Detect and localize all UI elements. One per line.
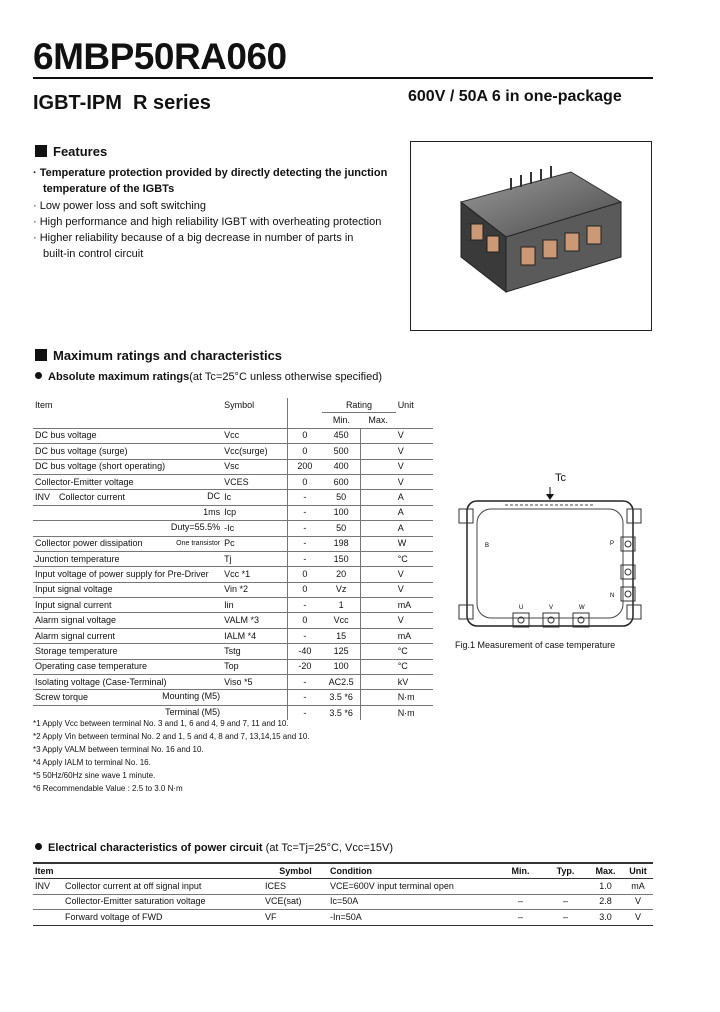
- unit-cell: V: [396, 474, 433, 489]
- col-unit: Unit: [623, 863, 653, 879]
- table-row: [33, 490, 433, 505]
- min-cell: -20: [287, 659, 322, 674]
- note-line: *5 50Hz/60Hz sine wave 1 minute.: [33, 770, 156, 780]
- note-line: *3 Apply VALM between terminal No. 16 and 10.: [33, 744, 204, 754]
- table-row: [33, 910, 653, 925]
- title-rule: [33, 77, 653, 79]
- item-label: Input signal voltage: [35, 584, 113, 595]
- min-cell: 0: [287, 428, 322, 443]
- symbol-cell: Iin: [222, 598, 287, 613]
- col-unit: Unit: [397, 399, 414, 410]
- abs-max-subheading-rest: (at Tc=25°C unless otherwise specified): [189, 371, 383, 383]
- sub-label: One transistor: [176, 539, 221, 547]
- max-ratings-heading: [35, 348, 282, 363]
- typ-cell: [543, 879, 588, 894]
- max-cell: 3.5 *6: [322, 705, 360, 720]
- item-label: Junction temperature: [35, 553, 120, 564]
- feature-line: built-in control circuit: [43, 248, 144, 261]
- pin-label: B: [485, 543, 490, 549]
- sub-label: Duty=55.5%: [170, 522, 221, 533]
- item-cell: [33, 490, 222, 505]
- col-condition: Condition: [328, 863, 498, 879]
- features-heading-text: Features: [53, 144, 108, 159]
- note-line: *6 Recommendable Value : 2.5 to 3.0 N·m: [33, 783, 183, 793]
- max-cell: 1: [322, 598, 360, 613]
- item-cell: [33, 675, 222, 690]
- table-row: [33, 582, 433, 597]
- min-cell: -: [287, 705, 322, 720]
- abs-max-subheading: [35, 371, 382, 383]
- item-label: Alarm signal voltage: [35, 615, 117, 626]
- col-item: Item: [33, 863, 263, 879]
- table-row: [33, 459, 433, 474]
- unit-cell: °C: [396, 659, 433, 674]
- col-max: Max.: [588, 863, 623, 879]
- item-cell: [33, 598, 222, 613]
- series-title: IGBT-IPM R series: [33, 92, 211, 114]
- max-cell: 15: [322, 628, 360, 643]
- min-cell: -: [287, 598, 322, 613]
- pin-label: V: [549, 605, 554, 611]
- col-typ: Typ.: [543, 863, 588, 879]
- table-row: [33, 894, 653, 909]
- unit-cell: V: [623, 894, 653, 909]
- symbol-cell: VF: [263, 910, 328, 925]
- group-cell: [33, 894, 63, 909]
- item-cell: [33, 644, 222, 659]
- spacer: [361, 690, 396, 705]
- min-cell: -: [287, 505, 322, 520]
- table-row: [33, 505, 433, 520]
- min-cell: -: [287, 490, 322, 505]
- item-label: Screw torque: [35, 692, 89, 703]
- col-symbol: Symbol: [224, 399, 255, 410]
- unit-cell: V: [396, 428, 433, 443]
- table-row: [33, 598, 433, 613]
- symbol-cell: VCE(sat): [263, 894, 328, 909]
- symbol-cell: -Ic: [222, 521, 287, 536]
- max-cell: 20: [322, 567, 360, 582]
- item-label: Operating case temperature: [35, 661, 148, 672]
- sub-label: Mounting (M5): [162, 691, 221, 702]
- spacer: [361, 644, 396, 659]
- table-row: [33, 675, 433, 690]
- min-cell: -: [287, 628, 322, 643]
- min-cell: [498, 879, 543, 894]
- module-image: [411, 142, 651, 330]
- symbol-cell: Ic: [222, 490, 287, 505]
- item-label: Collector current: [59, 492, 126, 503]
- min-cell: 0: [287, 474, 322, 489]
- sub-label: 1ms: [203, 506, 221, 517]
- typ-cell: –: [543, 894, 588, 909]
- max-cell: 450: [322, 428, 360, 443]
- max-cell: 400: [322, 459, 360, 474]
- item-cell: [33, 459, 222, 474]
- condition-cell: VCE=600V input terminal open: [328, 879, 498, 894]
- pin-label: W: [579, 605, 585, 611]
- table-row: [33, 613, 433, 628]
- item-cell: [33, 474, 222, 489]
- unit-cell: mA: [623, 879, 653, 894]
- feature-line: · Low power loss and soft switching: [33, 199, 207, 212]
- max-cell: 600: [322, 474, 360, 489]
- table-row: [33, 474, 433, 489]
- item-cell: [33, 659, 222, 674]
- group-cell: [33, 910, 63, 925]
- spacer: [361, 521, 396, 536]
- max-ratings-table: [33, 398, 433, 720]
- symbol-cell: IALM *4: [222, 628, 287, 643]
- item-cell: [33, 613, 222, 628]
- spacer: [361, 628, 396, 643]
- min-cell: -: [287, 536, 322, 551]
- spacer: [361, 444, 396, 459]
- spacer: [361, 459, 396, 474]
- min-cell: 0: [287, 444, 322, 459]
- col-rating: Rating: [345, 399, 372, 410]
- spacer: [361, 551, 396, 566]
- table-row: [33, 444, 433, 459]
- group-cell: INV: [33, 879, 63, 894]
- col-min: Min.: [322, 413, 360, 428]
- min-cell: -: [287, 675, 322, 690]
- min-cell: –: [498, 910, 543, 925]
- condition-cell: Ic=50A: [328, 894, 498, 909]
- unit-cell: N·m: [396, 690, 433, 705]
- item-cell: [33, 428, 222, 443]
- part-number: 6MBP50RA060: [33, 36, 287, 77]
- item-cell: [33, 690, 222, 705]
- package-title: 600V / 50A 6 in one-package: [408, 88, 622, 105]
- table-row: [33, 521, 433, 536]
- symbol-cell: ICES: [263, 879, 328, 894]
- max-cell: 150: [322, 551, 360, 566]
- spacer: [361, 474, 396, 489]
- item-label: Input voltage of power supply for Pre-Driver: [35, 568, 209, 579]
- item-label: Alarm signal current: [35, 630, 116, 641]
- feature-line: · Temperature protection provided by directly detecting the junction: [33, 167, 388, 179]
- symbol-cell: Pc: [222, 536, 287, 551]
- electrical-heading-rest: (at Tc=Tj=25°C, Vcc=15V): [262, 842, 394, 854]
- max-cell: 1.0: [588, 879, 623, 894]
- symbol-cell: Vcc: [222, 428, 287, 443]
- feature-line: · High performance and high reliability IGBT with overheating protection: [33, 215, 382, 228]
- spacer: [361, 613, 396, 628]
- unit-cell: V: [396, 567, 433, 582]
- unit-cell: °C: [396, 644, 433, 659]
- max-cell: 198: [322, 536, 360, 551]
- symbol-cell: Viso *5: [222, 675, 287, 690]
- table-row: [33, 536, 433, 551]
- unit-cell: V: [396, 444, 433, 459]
- electrical-table: [33, 862, 653, 926]
- spacer: [361, 505, 396, 520]
- max-cell: 100: [322, 505, 360, 520]
- tc-label: Tc: [555, 472, 566, 484]
- table-row: [33, 690, 433, 705]
- min-cell: 0: [287, 582, 322, 597]
- symbol-cell: Vsc: [222, 459, 287, 474]
- item-label: Collector-Emitter voltage: [35, 476, 134, 487]
- spacer: [361, 428, 396, 443]
- min-cell: -: [287, 521, 322, 536]
- max-cell: AC2.5: [322, 675, 360, 690]
- unit-cell: V: [396, 613, 433, 628]
- item-label: DC bus voltage (short operating): [35, 461, 166, 472]
- item-cell: [33, 505, 222, 520]
- min-cell: –: [498, 894, 543, 909]
- feature-line: temperature of the IGBTs: [43, 183, 175, 196]
- unit-cell: mA: [396, 628, 433, 643]
- max-cell: 50: [322, 521, 360, 536]
- spacer: [361, 659, 396, 674]
- symbol-cell: Tj: [222, 551, 287, 566]
- features-heading: [35, 144, 107, 159]
- condition-cell: -In=50A: [328, 910, 498, 925]
- item-cell: [33, 628, 222, 643]
- table-row: [33, 659, 433, 674]
- item-cell: [33, 521, 222, 536]
- note-line: *2 Apply Vin between terminal No. 2 and 1, 5 and 4, 8 and 7, 13,14,15 and 10.: [33, 731, 310, 741]
- min-cell: 0: [287, 613, 322, 628]
- symbol-cell: Icp: [222, 505, 287, 520]
- symbol-cell: Vcc(surge): [222, 444, 287, 459]
- item-cell: [33, 444, 222, 459]
- col-symbol: Symbol: [263, 863, 328, 879]
- item-cell: Collector-Emitter saturation voltage: [63, 894, 263, 909]
- bullet-icon: [35, 372, 42, 379]
- pin-label: U: [519, 605, 524, 611]
- spacer: [361, 567, 396, 582]
- unit-cell: V: [396, 582, 433, 597]
- max-cell: 500: [322, 444, 360, 459]
- heading-square-icon: [35, 349, 47, 361]
- col-item: Item: [35, 399, 53, 410]
- note-line: *1 Apply Vcc between terminal No. 3 and 1, 6 and 4, 9 and 7, 11 and 10.: [33, 719, 289, 728]
- spacer: [361, 675, 396, 690]
- min-cell: 200: [287, 459, 322, 474]
- max-ratings-heading-text: Maximum ratings and characteristics: [53, 348, 283, 363]
- max-cell: 50: [322, 490, 360, 505]
- min-cell: -: [287, 551, 322, 566]
- item-cell: [33, 536, 222, 551]
- item-cell: [33, 582, 222, 597]
- table-row: [33, 428, 433, 443]
- unit-cell: A: [396, 505, 433, 520]
- table-row: [33, 567, 433, 582]
- spacer: [361, 705, 396, 720]
- spacer: [361, 598, 396, 613]
- unit-cell: °C: [396, 551, 433, 566]
- abs-max-subheading-bold: Absolute maximum ratings: [48, 371, 190, 383]
- min-cell: -: [287, 690, 322, 705]
- symbol-cell: Vcc *1: [222, 567, 287, 582]
- min-cell: 0: [287, 567, 322, 582]
- ratings-notes: [33, 718, 310, 795]
- spacer: [361, 582, 396, 597]
- note-line: *4 Apply IALM to terminal No. 16.: [33, 757, 151, 767]
- item-label: DC bus voltage: [35, 430, 97, 441]
- item-cell: Forward voltage of FWD: [63, 910, 263, 925]
- feature-line: · Higher reliability because of a big decrease in number of parts in: [33, 232, 354, 245]
- pin-label: P: [610, 541, 615, 547]
- col-max: Max.: [361, 413, 396, 428]
- table-row: [33, 551, 433, 566]
- features-list: [33, 165, 387, 263]
- unit-cell: A: [396, 521, 433, 536]
- sub-label: Terminal (M5): [165, 706, 221, 717]
- item-label: Isolating voltage (Case-Terminal): [35, 676, 167, 687]
- max-cell: 2.8: [588, 894, 623, 909]
- item-cell: [33, 567, 222, 582]
- sub-label: DC: [207, 491, 221, 502]
- symbol-cell: Top: [222, 659, 287, 674]
- max-cell: 3.0: [588, 910, 623, 925]
- spacer: [361, 490, 396, 505]
- item-cell: [33, 551, 222, 566]
- max-cell: 3.5 *6: [322, 690, 360, 705]
- item-label: DC bus voltage (surge): [35, 445, 128, 456]
- pin-label: N: [610, 593, 615, 599]
- bullet-icon: [35, 843, 42, 850]
- table-row: [33, 644, 433, 659]
- figure-caption: Fig.1 Measurement of case temperature: [455, 640, 616, 650]
- max-cell: 100: [322, 659, 360, 674]
- unit-cell: N·m: [396, 705, 433, 720]
- symbol-cell: VCES: [222, 474, 287, 489]
- unit-cell: A: [396, 490, 433, 505]
- typ-cell: –: [543, 910, 588, 925]
- item-label: Collector power dissipation: [35, 538, 143, 549]
- min-cell: -40: [287, 644, 322, 659]
- unit-cell: kV: [396, 675, 433, 690]
- spacer: [361, 536, 396, 551]
- unit-cell: mA: [396, 598, 433, 613]
- unit-cell: W: [396, 536, 433, 551]
- item-label: Input signal current: [35, 599, 112, 610]
- symbol-cell: VALM *3: [222, 613, 287, 628]
- electrical-heading: [35, 842, 393, 854]
- unit-cell: V: [396, 459, 433, 474]
- max-cell: 125: [322, 644, 360, 659]
- max-cell: Vcc: [322, 613, 360, 628]
- item-label: Storage temperature: [35, 645, 118, 656]
- symbol-cell: Vin *2: [222, 582, 287, 597]
- electrical-heading-bold: Electrical characteristics of power circuit: [48, 842, 263, 854]
- item-cell: Collector current at off signal input: [63, 879, 263, 894]
- table-row: [33, 879, 653, 894]
- table-row: [33, 628, 433, 643]
- case-temperature-diagram: [455, 465, 645, 635]
- product-photo: [410, 141, 652, 331]
- symbol-cell: Tstg: [222, 644, 287, 659]
- col-min: Min.: [498, 863, 543, 879]
- group-label: INV: [35, 492, 51, 503]
- unit-cell: V: [623, 910, 653, 925]
- max-cell: Vz: [322, 582, 360, 597]
- heading-square-icon: [35, 145, 47, 157]
- symbol-cell: [222, 690, 287, 705]
